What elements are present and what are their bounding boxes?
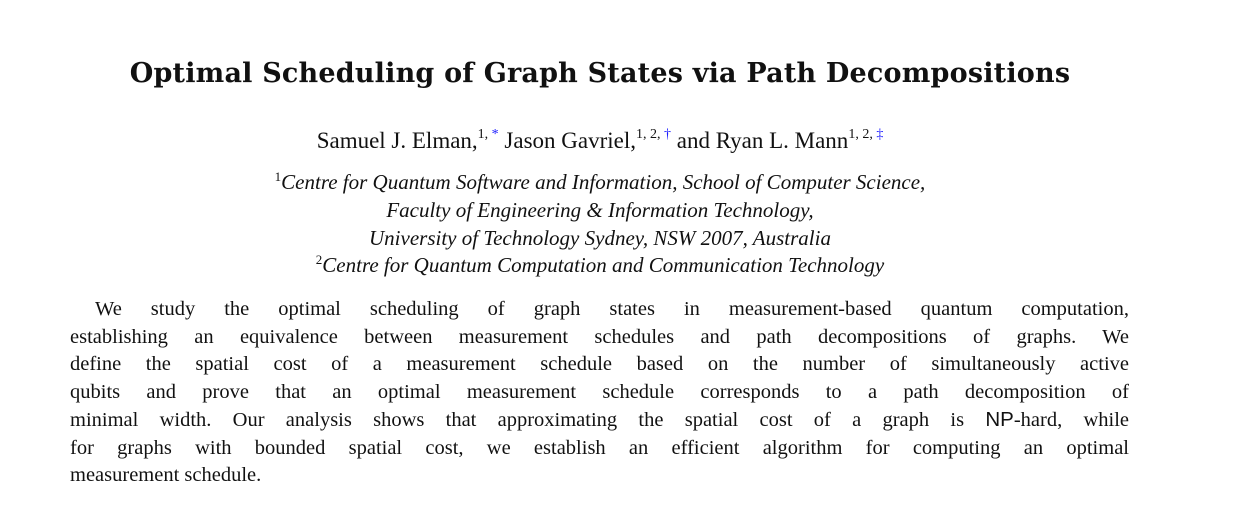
author-affiliation-numbers: 1, 2, (848, 127, 877, 142)
abstract-line: We study the optimal scheduling of graph states in measurement-based quantum computation, (95, 298, 1129, 320)
complexity-class-np: NP (985, 408, 1014, 431)
author-name: Jason Gavriel, (504, 128, 636, 153)
abstract-line-part: minimal width. Our analysis shows that approximating the spatial cost of a graph is (70, 409, 965, 431)
affiliation-line (0, 198, 1200, 223)
affiliation-line (0, 226, 1200, 251)
author-footnote-mark[interactable]: ‡ (876, 127, 884, 142)
abstract-line: qubits and prove that an optimal measurement schedule corresponds to a path decomposition of (70, 380, 1129, 403)
affiliation-number: 1 (274, 169, 282, 184)
affiliation-number: 2 (315, 252, 323, 267)
author-conjunction: and (676, 128, 710, 153)
author-affiliation-numbers: 1, 2, (636, 127, 664, 142)
affiliation-line (0, 253, 1200, 278)
affiliation-text: University of Technology Sydney, NSW 2007, Australia (369, 226, 831, 250)
affiliation-text: Centre for Quantum Software and Information, School of Computer Science, (281, 170, 926, 194)
abstract-line: establishing an equivalence between measurement schedules and path decompositions of graphs. We (70, 325, 1129, 348)
affiliation-text: Centre for Quantum Computation and Communication Technology (322, 253, 885, 277)
abstract-line: measurement schedule. (70, 464, 262, 486)
author-list (0, 128, 1200, 154)
author-name: Samuel J. Elman, (316, 128, 478, 153)
author-affiliation-numbers: 1, (477, 127, 492, 142)
affiliation-text: Faculty of Engineering & Information Technology, (386, 198, 814, 222)
abstract (70, 296, 1129, 490)
affiliation-line (0, 170, 1200, 195)
author-footnote-mark[interactable]: † (664, 127, 671, 142)
abstract-line-part: -hard, while (1013, 409, 1130, 431)
abstract-line: for graphs with bounded spatial cost, we establish an efficient algorithm for computing an optimal (70, 436, 1129, 459)
author-footnote-mark[interactable]: * (491, 127, 499, 142)
author-name: Ryan L. Mann (715, 128, 849, 153)
abstract-line-with-np (70, 406, 1129, 435)
paper-title: Optimal Scheduling of Graph States via Path Decompositions (129, 58, 1071, 89)
abstract-line: define the spatial cost of a measurement schedule based on the number of simultaneously active (70, 353, 1129, 375)
